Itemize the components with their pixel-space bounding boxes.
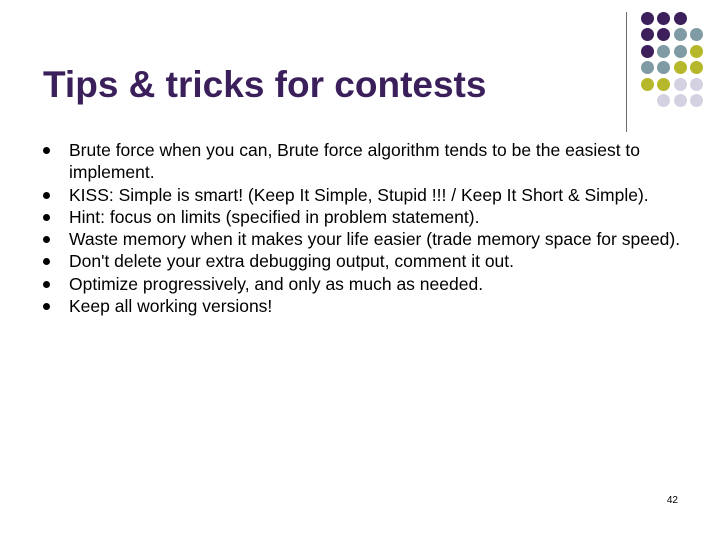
bullet-dot-icon <box>43 258 50 265</box>
bullet-dot-icon <box>43 147 50 154</box>
bullet-dot-icon <box>43 236 50 243</box>
decorative-dot <box>674 61 687 74</box>
decorative-dot <box>641 78 654 91</box>
decorative-dot <box>657 12 670 25</box>
bullet-text: Brute force when you can, Brute force algorithm tends to be the easiest to implement. <box>69 140 641 183</box>
bullet-text: KISS: Simple is smart! (Keep It Simple, Stupid !!! / Keep It Short & Simple). <box>69 184 649 205</box>
bullet-list <box>43 139 683 317</box>
decorative-dot <box>657 78 670 91</box>
decorative-dot <box>674 45 687 58</box>
bullet-item <box>43 184 683 206</box>
bullet-dot-icon <box>43 303 50 310</box>
bullet-text: Waste memory when it makes your life easier (trade memory space for speed). <box>69 229 681 250</box>
decorative-dot <box>674 78 687 91</box>
decorative-dot <box>657 28 670 41</box>
bullet-text: Don't delete your extra debugging output, comment it out. <box>69 251 515 272</box>
bullet-item <box>43 206 683 228</box>
page-number: 42 <box>666 495 678 506</box>
decorative-dot <box>641 45 654 58</box>
decorative-dot <box>641 12 654 25</box>
decorative-dot <box>690 45 703 58</box>
decorative-dot <box>641 61 654 74</box>
decorative-dot <box>674 94 687 107</box>
decorative-dot-grid <box>641 12 720 122</box>
decorative-dot <box>657 61 670 74</box>
bullet-dot-icon <box>43 214 50 221</box>
decorative-dot <box>674 12 687 25</box>
bullet-item <box>43 273 683 295</box>
decorative-dot <box>641 28 654 41</box>
bullet-item <box>43 228 683 250</box>
bullet-item <box>43 295 683 317</box>
bullet-dot-icon <box>43 192 50 199</box>
slide-title: Tips & tricks for contests <box>43 64 487 105</box>
bullet-item <box>43 250 683 272</box>
decorative-dot <box>690 61 703 74</box>
decorative-dot <box>690 78 703 91</box>
bullet-dot-icon <box>43 281 50 288</box>
title-divider-line <box>626 12 627 132</box>
decorative-dot <box>674 28 687 41</box>
decorative-dot <box>690 28 703 41</box>
bullet-text: Hint: focus on limits (specified in problem statement). <box>69 206 480 227</box>
decorative-dot <box>690 94 703 107</box>
bullet-item <box>43 139 683 184</box>
bullet-text: Optimize progressively, and only as much as needed. <box>69 273 484 294</box>
bullet-text: Keep all working versions! <box>69 296 273 317</box>
decorative-dot <box>657 45 670 58</box>
decorative-dot <box>657 94 670 107</box>
